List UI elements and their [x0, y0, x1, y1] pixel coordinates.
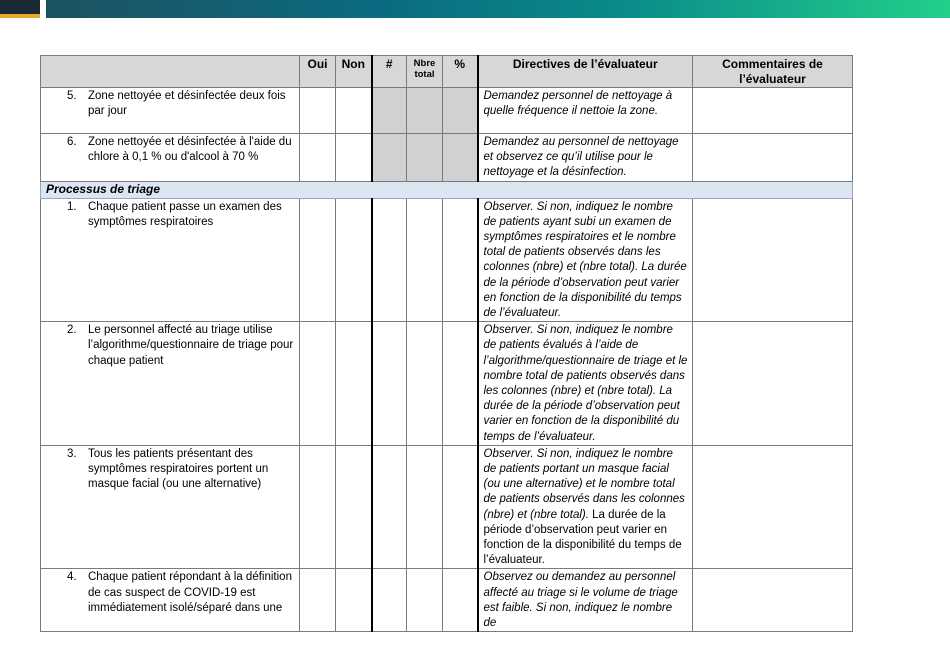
comment-cell[interactable]	[693, 569, 853, 632]
item-text: Tous les patients présentant des symptômes respiratoires portent un masque facial (ou une alternative)	[88, 447, 269, 491]
item-text: Zone nettoyée et désinfectée à l'aide du chlore à 0,1 % ou d'alcool à 70 %	[88, 136, 292, 164]
comment-cell[interactable]	[693, 88, 853, 134]
directive-cell	[478, 445, 693, 569]
directive-cell: Demandez personnel de nettoyage à quelle fréquence il nettoie la zone.	[478, 88, 693, 134]
directive-cell: Observer. Si non, indiquez le nombre de patients évalués à l’aide de l’algorithme/questionnaire de triage et le nombre total de patients observés dans les colonnes (nbre) et (nbre total). La durée de la période d’observation peut varier en fonction de la disponibilité du temps de l’évaluateur.	[478, 322, 693, 446]
banner-logo-block	[0, 0, 40, 14]
item-cell	[41, 88, 300, 134]
table-header-row	[41, 56, 853, 88]
oui-cell[interactable]	[300, 198, 336, 322]
item-number: 1.	[67, 200, 77, 213]
nbre-total-cell[interactable]	[407, 445, 443, 569]
item-cell	[41, 322, 300, 446]
non-cell[interactable]	[336, 198, 372, 322]
item-text: Zone nettoyée et désinfectée deux fois par jour	[88, 90, 286, 118]
item-cell	[41, 198, 300, 322]
oui-cell[interactable]	[300, 445, 336, 569]
item-number: 4.	[67, 571, 77, 584]
comment-cell[interactable]	[693, 322, 853, 446]
directive-cell: Observez ou demandez au personnel affecté au triage si le volume de triage est faible. Si non, indiquez le nombre de	[478, 569, 693, 632]
nbre-total-cell[interactable]	[407, 322, 443, 446]
table-row	[41, 322, 853, 446]
nbre-total-cell	[407, 88, 443, 134]
non-cell[interactable]	[336, 322, 372, 446]
banner-accent	[0, 14, 40, 18]
oui-cell[interactable]	[300, 88, 336, 134]
nbre-total-cell[interactable]	[407, 569, 443, 632]
oui-cell[interactable]	[300, 134, 336, 182]
section-title: Processus de triage	[41, 181, 853, 198]
item-text: Le personnel affecté au triage utilise l’algorithme/questionnaire de triage pour chaque patient	[88, 324, 294, 367]
non-cell[interactable]	[336, 134, 372, 182]
table-row	[41, 88, 853, 134]
directive-cell: Observer. Si non, indiquez le nombre de patients ayant subi un examen de symptômes respiratoires et le nombre total de patients observés dans les colonnes (nbre) et (nbre total). La durée de la période d’observation peut varier en fonction de la disponibilité du temps de l’évaluateur.	[478, 198, 693, 322]
comment-cell[interactable]	[693, 134, 853, 182]
directive-normal: La durée de la période d’observation peut varier en fonction de la disponibilité du temps de l’évaluateur.	[483, 508, 682, 567]
header-hash: #	[372, 56, 407, 88]
hash-cell	[372, 134, 407, 182]
banner-gap	[40, 0, 46, 18]
item-text: Chaque patient répondant à la définition de cas suspect de COVID-19 est immédiatement isolé/séparé dans une	[88, 571, 292, 614]
percent-cell[interactable]	[443, 322, 478, 446]
item-number: 5.	[67, 90, 77, 102]
hash-cell[interactable]	[372, 322, 407, 446]
header-non: Non	[336, 56, 372, 88]
hash-cell[interactable]	[372, 445, 407, 569]
non-cell[interactable]	[336, 569, 372, 632]
hash-cell[interactable]	[372, 198, 407, 322]
item-number: 6.	[67, 136, 77, 148]
item-cell	[41, 445, 300, 569]
assessment-table	[40, 55, 853, 632]
percent-cell[interactable]	[443, 445, 478, 569]
percent-cell[interactable]	[443, 569, 478, 632]
table-row	[41, 198, 853, 322]
table-row	[41, 569, 853, 632]
header-percent: %	[443, 56, 478, 88]
non-cell[interactable]	[336, 88, 372, 134]
nbre-total-cell[interactable]	[407, 198, 443, 322]
top-banner	[0, 0, 950, 18]
nbre-total-cell	[407, 134, 443, 182]
oui-cell[interactable]	[300, 322, 336, 446]
directive-cell: Demandez au personnel de nettoyage et observez ce qu’il utilise pour le nettoyage et la désinfection.	[478, 134, 693, 182]
table-row	[41, 445, 853, 569]
comment-cell[interactable]	[693, 198, 853, 322]
table-row	[41, 134, 853, 182]
header-comments: Commentaires de l’évaluateur	[693, 56, 853, 88]
comment-cell[interactable]	[693, 445, 853, 569]
percent-cell	[443, 88, 478, 134]
non-cell[interactable]	[336, 445, 372, 569]
percent-cell	[443, 134, 478, 182]
header-item	[41, 56, 300, 88]
oui-cell[interactable]	[300, 569, 336, 632]
item-cell	[41, 569, 300, 632]
header-nbre-total: Nbre total	[407, 56, 443, 88]
hash-cell[interactable]	[372, 569, 407, 632]
percent-cell[interactable]	[443, 198, 478, 322]
item-cell	[41, 134, 300, 182]
item-number: 2.	[67, 324, 77, 337]
item-text: Chaque patient passe un examen des symptômes respiratoires	[88, 200, 282, 228]
header-directives: Directives de l’évaluateur	[478, 56, 693, 88]
hash-cell	[372, 88, 407, 134]
header-oui: Oui	[300, 56, 336, 88]
directive-italic: Observer. Si non, indiquez le nombre de patients portant un masque facial (ou une alternative) et le nombre total de patients observés dans les colonnes (nbre) et (nbre total).	[483, 447, 685, 521]
item-number: 3.	[67, 447, 77, 460]
section-header-row	[41, 181, 853, 198]
